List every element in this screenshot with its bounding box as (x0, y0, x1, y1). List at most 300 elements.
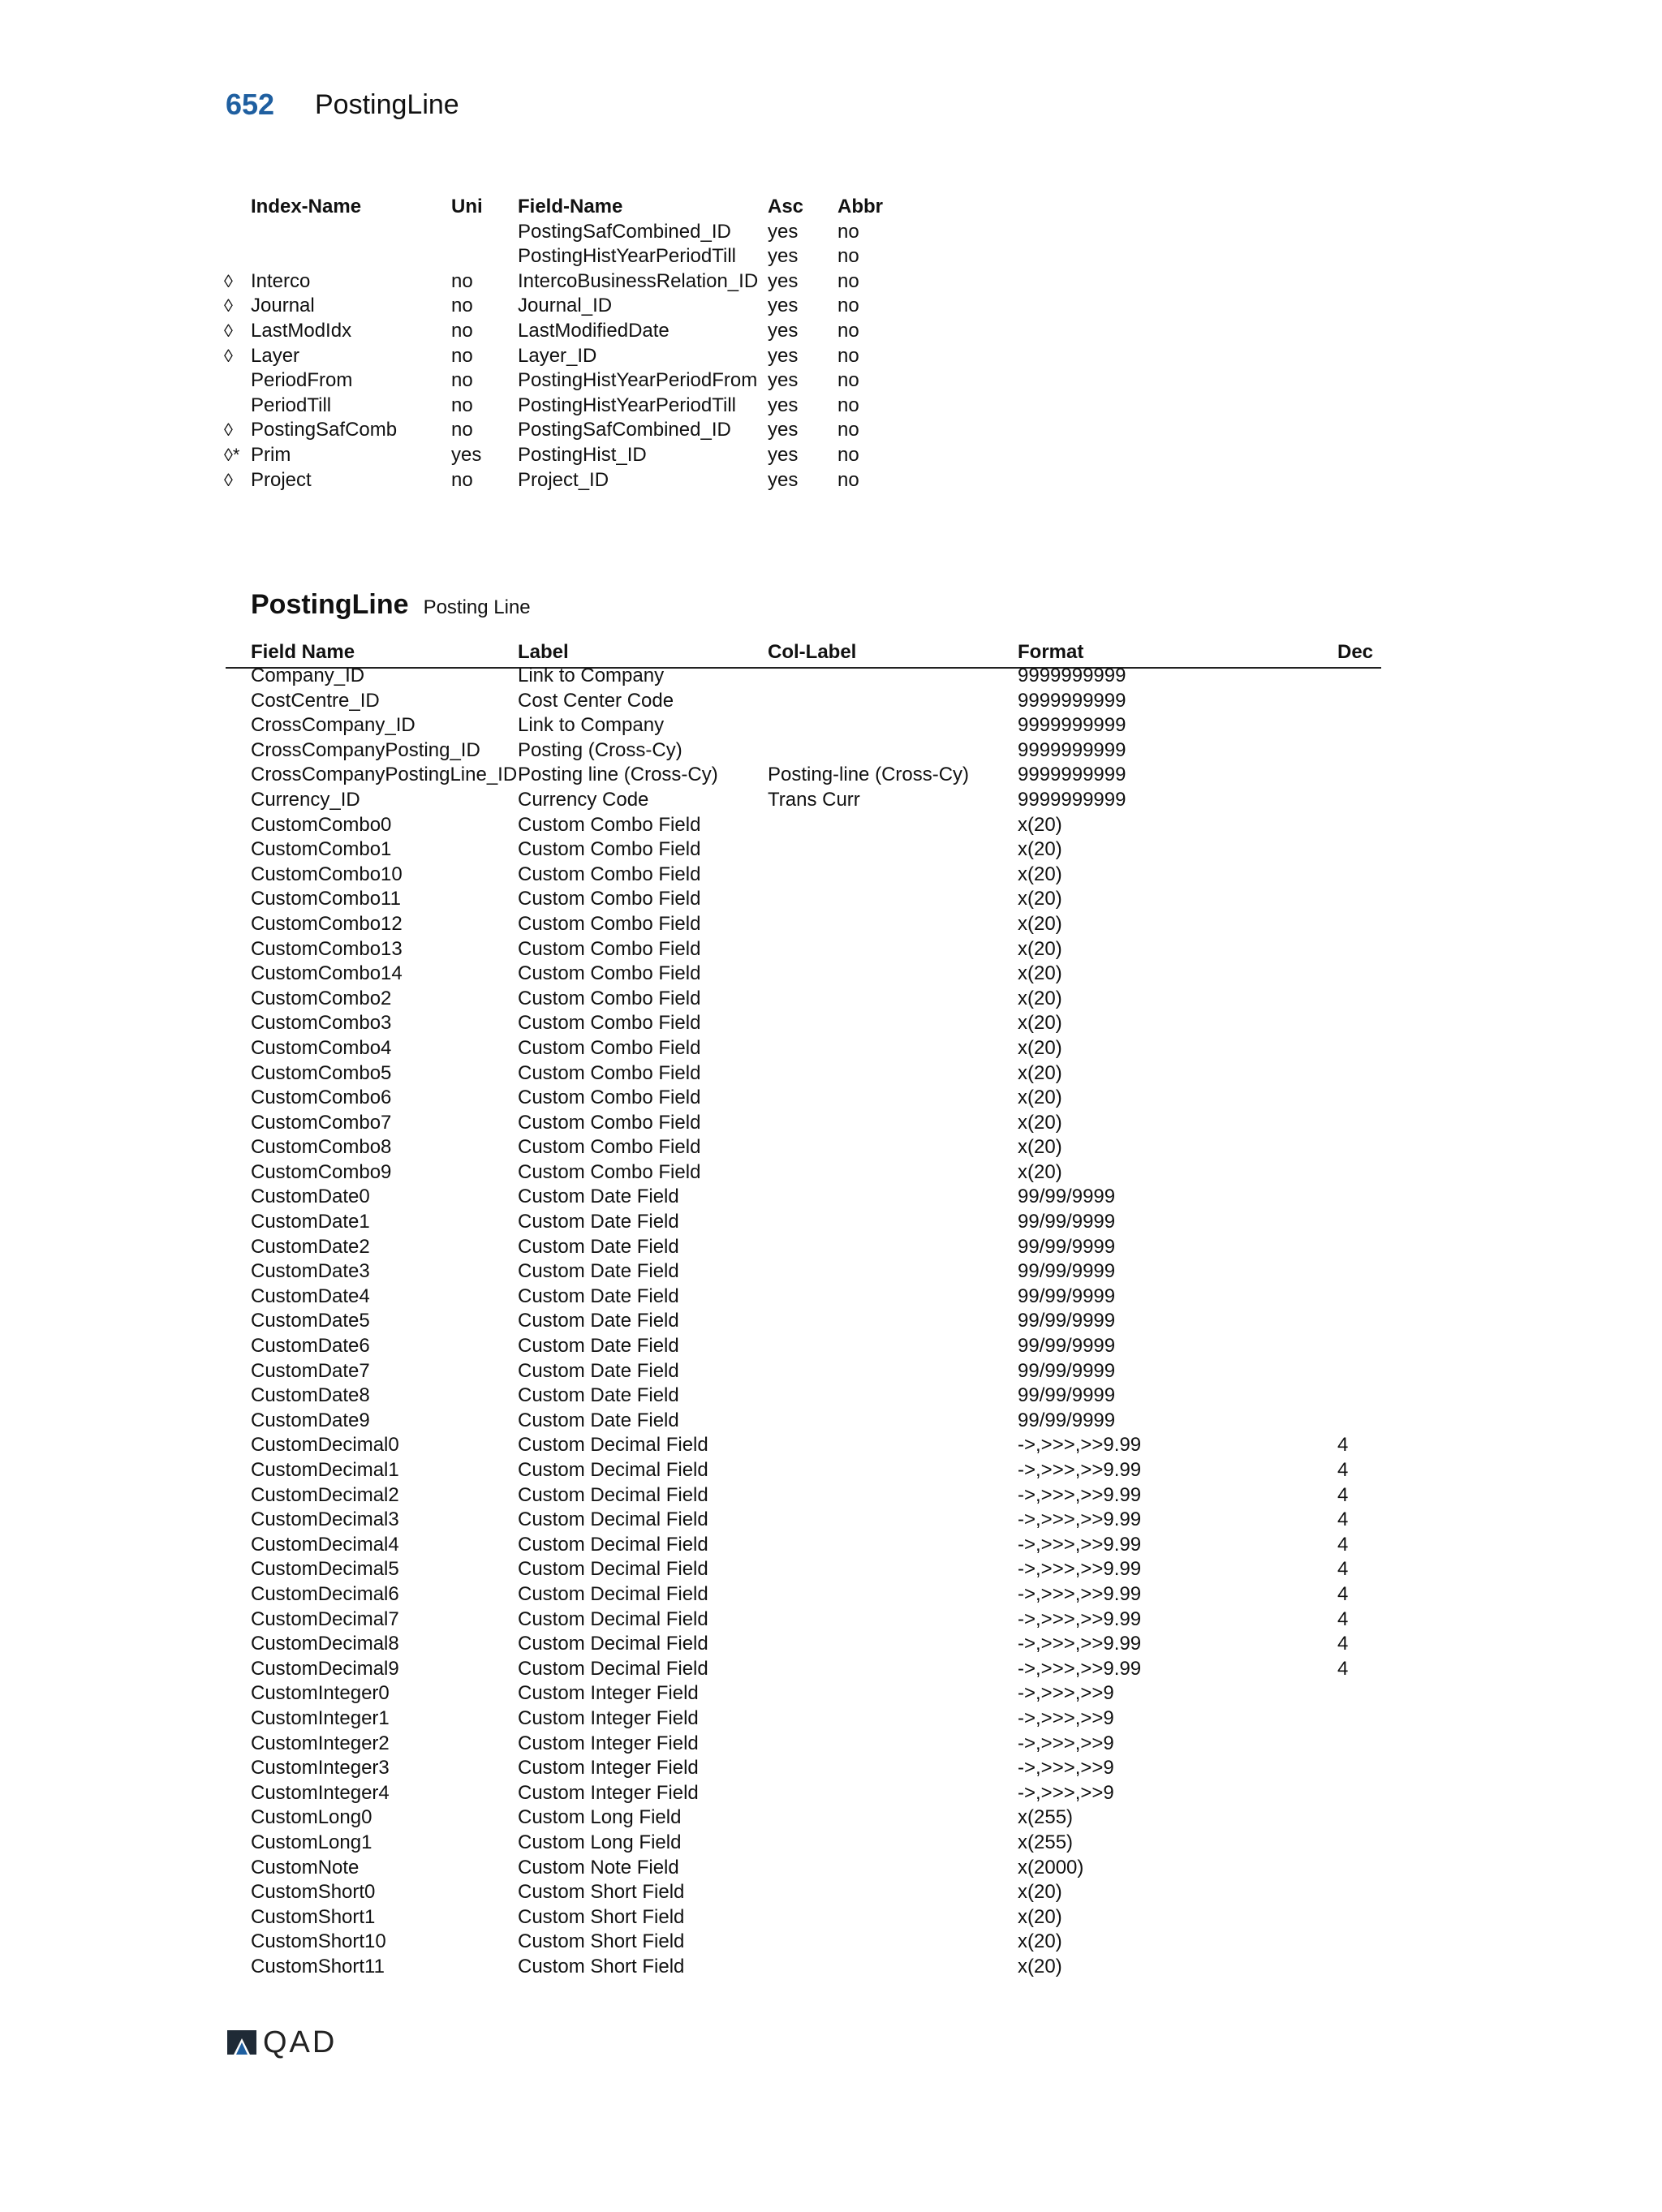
field-format: x(20) (1018, 912, 1062, 935)
qad-logo-icon (226, 2029, 258, 2056)
table-row (226, 1160, 1381, 1186)
field-name: Currency_ID (251, 788, 360, 811)
index-unique: no (451, 468, 473, 491)
field-format: x(20) (1018, 1955, 1062, 1977)
field-name: CrossCompanyPosting_ID (251, 738, 480, 761)
field-name: CustomCombo0 (251, 813, 392, 836)
field-name: CustomShort1 (251, 1905, 376, 1928)
field-name: CustomNote (251, 1856, 360, 1878)
field-name: CustomDate1 (251, 1211, 370, 1233)
field-format: ->,>>>,>>9.99 (1018, 1459, 1142, 1481)
index-field-name: LastModifiedDate (518, 319, 670, 342)
index-field-name: PostingHistYearPeriodTill (518, 245, 737, 268)
field-name: CustomCombo1 (251, 838, 392, 861)
field-name: CustomCombo11 (251, 888, 401, 910)
field-name: CustomDate9 (251, 1409, 370, 1431)
section-heading (251, 589, 531, 621)
qad-logo-text: QAD (263, 2025, 338, 2059)
field-format: x(20) (1018, 1160, 1062, 1183)
index-unique: no (451, 269, 473, 292)
field-label: Custom Decimal Field (518, 1508, 708, 1531)
field-label: Custom Combo Field (518, 888, 701, 910)
field-label: Custom Decimal Field (518, 1633, 708, 1655)
table-row (226, 1557, 1381, 1582)
field-name: CustomDate8 (251, 1384, 370, 1407)
index-asc: yes (768, 394, 799, 416)
field-format: x(20) (1018, 1905, 1062, 1928)
table-row (226, 1955, 1381, 1980)
index-abbr: no (837, 468, 859, 491)
field-label: Custom Combo Field (518, 937, 701, 960)
field-label: Custom Combo Field (518, 838, 701, 861)
field-name: CustomCombo12 (251, 912, 403, 935)
field-format: ->,>>>,>>9.99 (1018, 1434, 1142, 1457)
field-decimals: 4 (1337, 1483, 1349, 1506)
field-label: Custom Combo Field (518, 1012, 701, 1035)
table-row (226, 738, 1381, 764)
table-row (226, 1185, 1381, 1210)
field-name: CustomDate4 (251, 1285, 370, 1307)
index-field-name: PostingHistYearPeriodFrom (518, 369, 758, 392)
field-label: Posting (Cross-Cy) (518, 738, 682, 761)
field-format: 9999999999 (1018, 689, 1126, 712)
field-decimals: 4 (1337, 1582, 1349, 1605)
field-label: Custom Integer Field (518, 1682, 699, 1705)
column-header-index-name: Index-Name (251, 196, 362, 217)
field-decimals: 4 (1337, 1633, 1349, 1655)
field-name: CustomDecimal2 (251, 1483, 399, 1506)
index-name: PeriodTill (251, 394, 332, 416)
table-row (226, 1409, 1381, 1434)
field-label: Custom Date Field (518, 1384, 679, 1407)
field-format: 99/99/9999 (1018, 1186, 1116, 1208)
field-name: CustomDecimal3 (251, 1508, 399, 1531)
index-name: LastModIdx (251, 319, 352, 342)
field-name: CustomCombo5 (251, 1061, 392, 1084)
field-label: Custom Date Field (518, 1285, 679, 1307)
field-format: ->,>>>,>>9 (1018, 1781, 1114, 1804)
field-format: x(20) (1018, 863, 1062, 885)
field-name: CustomCombo13 (251, 937, 403, 960)
field-format: 99/99/9999 (1018, 1409, 1116, 1431)
field-decimals: 4 (1337, 1508, 1349, 1531)
field-label: Custom Note Field (518, 1856, 679, 1878)
field-table-header (226, 639, 1381, 665)
field-name: CustomCombo14 (251, 962, 403, 985)
field-name: CrossCompanyPostingLine_ID (251, 764, 518, 786)
field-label: Custom Decimal Field (518, 1582, 708, 1605)
index-field-name: PostingSafCombined_ID (518, 419, 731, 441)
field-format: 99/99/9999 (1018, 1260, 1116, 1283)
table-row (226, 788, 1381, 813)
table-row (226, 1681, 1381, 1706)
index-abbr: no (837, 220, 859, 243)
table-row (226, 1384, 1381, 1409)
field-name: CustomLong0 (251, 1806, 372, 1829)
field-name: CustomShort10 (251, 1930, 386, 1953)
field-format: x(20) (1018, 1036, 1062, 1059)
index-marker: ◊ (224, 469, 233, 490)
table-row (226, 937, 1381, 962)
field-format: 9999999999 (1018, 738, 1126, 761)
field-format: ->,>>>,>>9 (1018, 1706, 1114, 1729)
field-format: 9999999999 (1018, 714, 1126, 737)
field-label: Currency Code (518, 788, 649, 811)
field-label: Custom Combo Field (518, 1111, 701, 1134)
column-header-col-label: Col-Label (768, 641, 857, 663)
field-name: CustomShort0 (251, 1881, 376, 1904)
table-row (226, 987, 1381, 1012)
field-format: 99/99/9999 (1018, 1359, 1116, 1382)
table-row (226, 1732, 1381, 1757)
table-row (226, 1706, 1381, 1732)
field-format: x(2000) (1018, 1856, 1084, 1878)
column-header-asc: Asc (768, 196, 804, 217)
index-field-name: PostingSafCombined_ID (518, 220, 731, 243)
field-name: CustomCombo8 (251, 1136, 392, 1159)
table-row (226, 1856, 1381, 1881)
field-label: Custom Decimal Field (518, 1607, 708, 1630)
table-row (226, 1632, 1381, 1657)
field-label: Custom Combo Field (518, 1061, 701, 1084)
column-header-abbr: Abbr (837, 196, 883, 217)
field-name: CustomCombo4 (251, 1036, 392, 1059)
field-format: ->,>>>,>>9.99 (1018, 1607, 1142, 1630)
table-row (226, 1135, 1381, 1160)
field-format: 99/99/9999 (1018, 1285, 1116, 1307)
table-row (226, 1805, 1381, 1831)
table-row (226, 1235, 1381, 1260)
field-decimals: 4 (1337, 1607, 1349, 1630)
field-label: Custom Date Field (518, 1186, 679, 1208)
index-asc: yes (768, 369, 799, 392)
table-row (226, 837, 1381, 863)
field-name: CostCentre_ID (251, 689, 380, 712)
field-format: x(20) (1018, 813, 1062, 836)
field-decimals: 4 (1337, 1558, 1349, 1581)
field-label: Custom Short Field (518, 1930, 685, 1953)
field-name: Company_ID (251, 665, 365, 686)
field-name: CrossCompany_ID (251, 714, 416, 737)
field-label: Link to Company (518, 665, 665, 686)
table-row (226, 1756, 1381, 1781)
table-row (226, 1657, 1381, 1682)
field-format: ->,>>>,>>9.99 (1018, 1558, 1142, 1581)
index-asc: yes (768, 269, 799, 292)
field-name: CustomDecimal7 (251, 1607, 399, 1630)
field-label: Custom Combo Field (518, 1160, 701, 1183)
index-field-name: Layer_ID (518, 344, 597, 367)
index-asc: yes (768, 220, 799, 243)
table-row (226, 1061, 1381, 1087)
table-row (226, 887, 1381, 912)
index-abbr: no (837, 269, 859, 292)
field-label: Custom Combo Field (518, 1036, 701, 1059)
table-row (226, 1533, 1381, 1558)
field-name: CustomCombo7 (251, 1111, 392, 1134)
field-label: Custom Date Field (518, 1235, 679, 1258)
index-name: Project (251, 468, 312, 491)
field-name: CustomDate5 (251, 1310, 370, 1332)
field-name: CustomDecimal5 (251, 1558, 399, 1581)
index-unique: no (451, 319, 473, 342)
field-format: 99/99/9999 (1018, 1384, 1116, 1407)
field-name: CustomShort11 (251, 1955, 385, 1977)
field-format: ->,>>>,>>9.99 (1018, 1657, 1142, 1680)
index-name: Interco (251, 269, 311, 292)
table-row (226, 1607, 1381, 1633)
field-label: Custom Combo Field (518, 1136, 701, 1159)
column-header-format: Format (1018, 641, 1084, 663)
field-label: Link to Company (518, 714, 665, 737)
field-label: Custom Date Field (518, 1335, 679, 1358)
field-format: ->,>>>,>>9.99 (1018, 1508, 1142, 1531)
field-label: Custom Decimal Field (518, 1558, 708, 1581)
field-name: CustomLong1 (251, 1831, 372, 1853)
field-decimals: 4 (1337, 1533, 1349, 1556)
index-abbr: no (837, 419, 859, 441)
field-name: CustomCombo9 (251, 1160, 392, 1183)
field-label: Custom Combo Field (518, 962, 701, 985)
field-name: CustomDate2 (251, 1235, 370, 1258)
index-field-name: Journal_ID (518, 295, 613, 317)
table-row (226, 1111, 1381, 1136)
index-marker: ◊ (224, 320, 233, 341)
field-format: 99/99/9999 (1018, 1310, 1116, 1332)
table-row (226, 863, 1381, 888)
field-format: x(20) (1018, 987, 1062, 1009)
field-name: CustomDate3 (251, 1260, 370, 1283)
index-field-name: PostingHist_ID (518, 443, 647, 466)
table-row (226, 912, 1381, 937)
table-row (226, 1483, 1381, 1508)
field-name: CustomCombo3 (251, 1012, 392, 1035)
field-format: x(20) (1018, 962, 1062, 985)
field-format: x(20) (1018, 1012, 1062, 1035)
index-abbr: no (837, 344, 859, 367)
field-format: ->,>>>,>>9.99 (1018, 1483, 1142, 1506)
section-subtitle: Posting Line (423, 596, 531, 618)
table-row (226, 713, 1381, 738)
field-label: Custom Integer Field (518, 1781, 699, 1804)
field-name: CustomDecimal0 (251, 1434, 399, 1457)
field-format: 9999999999 (1018, 788, 1126, 811)
table-row (226, 1831, 1381, 1856)
index-unique: no (451, 295, 473, 317)
field-name: CustomDecimal4 (251, 1533, 399, 1556)
field-format: ->,>>>,>>9 (1018, 1732, 1114, 1754)
field-format: x(20) (1018, 1881, 1062, 1904)
field-format: x(20) (1018, 1087, 1062, 1109)
table-row (226, 1011, 1381, 1036)
field-label: Custom Integer Field (518, 1732, 699, 1754)
field-label: Cost Center Code (518, 689, 674, 712)
index-name: Layer (251, 344, 300, 367)
table-row (226, 813, 1381, 838)
index-name: Journal (251, 295, 315, 317)
field-name: CustomInteger3 (251, 1757, 390, 1779)
index-name: PeriodFrom (251, 369, 353, 392)
field-name: CustomDecimal9 (251, 1657, 399, 1680)
table-row (226, 1880, 1381, 1905)
index-unique: no (451, 419, 473, 441)
field-format: x(20) (1018, 838, 1062, 861)
index-field-name: PostingHistYearPeriodTill (518, 394, 737, 416)
index-unique: no (451, 369, 473, 392)
field-format: x(20) (1018, 1136, 1062, 1159)
field-table-body (226, 664, 1381, 1979)
index-asc: yes (768, 245, 799, 268)
field-name: CustomDecimal6 (251, 1582, 399, 1605)
field-label: Custom Combo Field (518, 1087, 701, 1109)
field-name: CustomCombo2 (251, 987, 392, 1009)
index-asc: yes (768, 443, 799, 466)
field-format: 99/99/9999 (1018, 1211, 1116, 1233)
field-name: CustomDecimal1 (251, 1459, 399, 1481)
field-format: ->,>>>,>>9.99 (1018, 1633, 1142, 1655)
field-format: ->,>>>,>>9 (1018, 1757, 1114, 1779)
column-header-field-name: Field-Name (518, 196, 623, 217)
field-format: 9999999999 (1018, 764, 1126, 786)
table-row (226, 1508, 1381, 1533)
section-title: PostingLine (251, 589, 409, 620)
field-label: Custom Long Field (518, 1831, 682, 1853)
column-header-field-name: Field Name (251, 641, 355, 663)
field-label: Custom Integer Field (518, 1757, 699, 1779)
field-format: x(20) (1018, 1061, 1062, 1084)
field-label: Custom Combo Field (518, 813, 701, 836)
field-format: x(20) (1018, 1930, 1062, 1953)
field-format: 99/99/9999 (1018, 1335, 1116, 1358)
table-row (226, 1433, 1381, 1458)
field-format: ->,>>>,>>9.99 (1018, 1582, 1142, 1605)
table-row (226, 664, 1381, 689)
field-name: CustomInteger1 (251, 1706, 390, 1729)
field-format: 9999999999 (1018, 665, 1126, 686)
field-label: Custom Combo Field (518, 863, 701, 885)
field-format: x(20) (1018, 937, 1062, 960)
field-format: 99/99/9999 (1018, 1235, 1116, 1258)
field-label: Custom Date Field (518, 1409, 679, 1431)
field-label: Custom Decimal Field (518, 1434, 708, 1457)
field-table (226, 639, 1381, 1977)
index-asc: yes (768, 419, 799, 441)
field-label: Custom Short Field (518, 1905, 685, 1928)
field-label: Custom Date Field (518, 1359, 679, 1382)
index-abbr: no (837, 319, 859, 342)
table-row (226, 1458, 1381, 1483)
table-row (226, 1582, 1381, 1607)
index-unique: no (451, 394, 473, 416)
index-marker: ◊ (224, 420, 233, 441)
field-label: Custom Decimal Field (518, 1483, 708, 1506)
index-unique: no (451, 344, 473, 367)
field-label: Custom Short Field (518, 1955, 685, 1977)
field-format: x(255) (1018, 1806, 1074, 1829)
table-row (226, 1259, 1381, 1285)
page-title: PostingLine (315, 89, 459, 120)
table-row (226, 763, 1381, 788)
field-name: CustomInteger2 (251, 1732, 390, 1754)
field-label: Posting line (Cross-Cy) (518, 764, 718, 786)
field-format: x(20) (1018, 888, 1062, 910)
table-row (226, 1334, 1381, 1359)
field-format: ->,>>>,>>9.99 (1018, 1533, 1142, 1556)
table-row (226, 1930, 1381, 1955)
field-label: Custom Integer Field (518, 1706, 699, 1729)
field-label: Custom Date Field (518, 1260, 679, 1283)
table-row (226, 1359, 1381, 1384)
field-label: Custom Combo Field (518, 987, 701, 1009)
index-asc: yes (768, 295, 799, 317)
field-label: Custom Date Field (518, 1310, 679, 1332)
index-field-name: IntercoBusinessRelation_ID (518, 269, 759, 292)
column-header-dec: Dec (1337, 641, 1374, 663)
index-asc: yes (768, 344, 799, 367)
index-abbr: no (837, 443, 859, 466)
index-abbr: no (837, 245, 859, 268)
field-name: CustomCombo10 (251, 863, 403, 885)
field-name: CustomInteger0 (251, 1682, 390, 1705)
field-format: ->,>>>,>>9 (1018, 1682, 1114, 1705)
field-name: CustomInteger4 (251, 1781, 390, 1804)
index-asc: yes (768, 319, 799, 342)
field-decimals: 4 (1337, 1657, 1349, 1680)
field-label: Custom Date Field (518, 1211, 679, 1233)
field-col-label: Posting-line (Cross-Cy) (768, 764, 970, 786)
table-row (226, 1086, 1381, 1111)
page-number: 652 (226, 88, 275, 121)
field-name: CustomCombo6 (251, 1087, 392, 1109)
field-decimals: 4 (1337, 1434, 1349, 1457)
index-name: Prim (251, 443, 291, 466)
field-label: Custom Decimal Field (518, 1657, 708, 1680)
index-field-name: Project_ID (518, 468, 609, 491)
index-marker: ◊* (224, 444, 240, 465)
field-label: Custom Decimal Field (518, 1533, 708, 1556)
index-abbr: no (837, 295, 859, 317)
table-row (226, 1285, 1381, 1310)
index-unique: yes (451, 443, 482, 466)
field-label: Custom Long Field (518, 1806, 682, 1829)
table-row (226, 1210, 1381, 1235)
field-format: x(20) (1018, 1111, 1062, 1134)
index-marker: ◊ (224, 295, 233, 316)
table-row (226, 1309, 1381, 1334)
table-row (226, 1781, 1381, 1806)
field-label: Custom Short Field (518, 1881, 685, 1904)
field-decimals: 4 (1337, 1459, 1349, 1481)
index-abbr: no (837, 394, 859, 416)
table-row (226, 689, 1381, 714)
index-marker: ◊ (224, 270, 233, 291)
field-name: CustomDate6 (251, 1335, 370, 1358)
field-label: Custom Decimal Field (518, 1459, 708, 1481)
field-name: CustomDecimal8 (251, 1633, 399, 1655)
field-col-label: Trans Curr (768, 788, 860, 811)
column-header-label: Label (518, 641, 569, 663)
field-format: x(255) (1018, 1831, 1074, 1853)
index-abbr: no (837, 369, 859, 392)
index-name: PostingSafComb (251, 419, 398, 441)
field-name: CustomDate7 (251, 1359, 370, 1382)
index-asc: yes (768, 468, 799, 491)
table-row (226, 962, 1381, 987)
table-row (226, 1036, 1381, 1061)
field-name: CustomDate0 (251, 1186, 370, 1208)
field-label: Custom Combo Field (518, 912, 701, 935)
table-row (226, 1905, 1381, 1930)
